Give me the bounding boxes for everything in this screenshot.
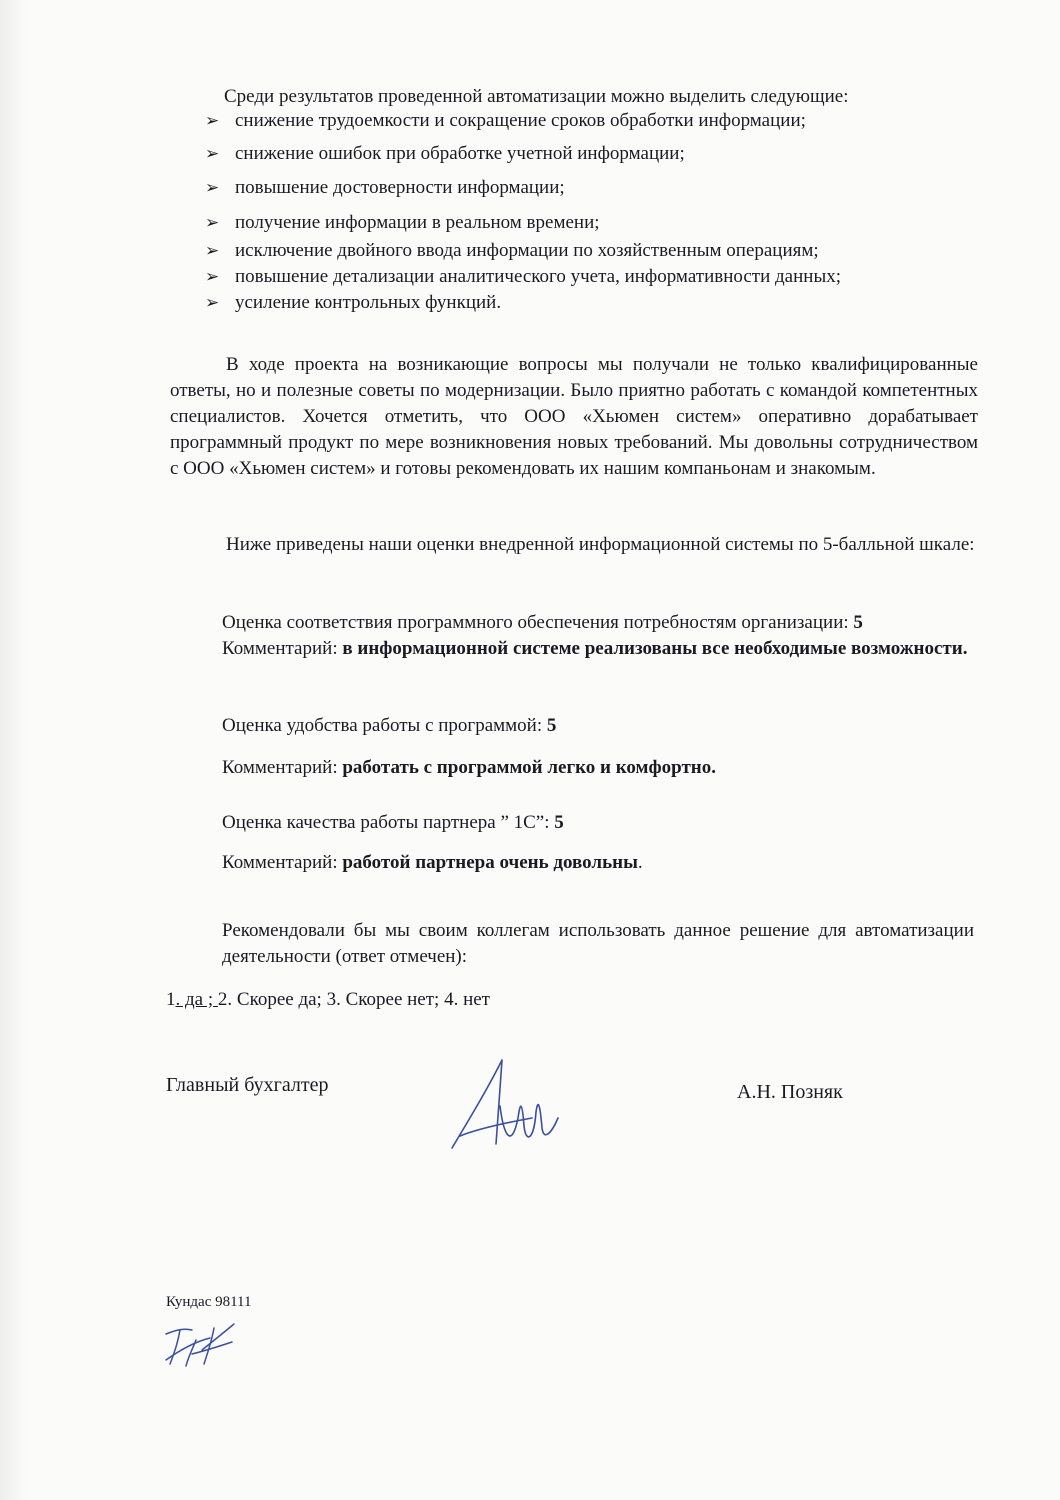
recommendation-question: Рекомендовали бы мы своим коллегам использовать данное решение для автоматизации деятельности (ответ отмечен): bbox=[222, 920, 974, 967]
rating-comment bbox=[170, 636, 978, 662]
intro-line: Среди результатов проведенной автоматизации можно выделить следующие: bbox=[224, 86, 849, 107]
rating-score: 5 bbox=[546, 715, 557, 736]
handwritten-initials-icon bbox=[162, 1320, 242, 1370]
comment-text: работать с программой легко и комфортно. bbox=[342, 757, 716, 778]
list-item-text: усиление контрольных функций. bbox=[235, 292, 502, 313]
list-item-text: получение информации в реальном времени; bbox=[235, 212, 600, 233]
rating-label: Оценка удобства работы с программой: bbox=[222, 715, 547, 736]
handwritten-signature-icon bbox=[440, 1048, 570, 1158]
rating-comment bbox=[222, 852, 643, 874]
rating-comment bbox=[222, 757, 716, 779]
arrow-bullet-icon: ➢ bbox=[205, 111, 220, 130]
arrow-bullet-icon: ➢ bbox=[205, 178, 220, 197]
list-item-text: снижение трудоемкости и сокращение сроков обработки информации; bbox=[235, 110, 806, 131]
answer-options bbox=[166, 989, 490, 1011]
list-item-text: снижение ошибок при обработке учетной информации; bbox=[235, 143, 685, 164]
answer-selected: . да ; bbox=[175, 989, 218, 1010]
rating-score: 5 bbox=[554, 812, 564, 833]
list-item bbox=[205, 110, 806, 132]
rating-label: Оценка соответствия программного обеспечения потребностям организации: bbox=[222, 612, 854, 633]
answer-others: 2. Скорее да; 3. Скорее нет; 4. нет bbox=[217, 989, 490, 1010]
scan-edge-shadow bbox=[0, 0, 28, 1500]
list-item bbox=[205, 143, 685, 165]
arrow-bullet-icon: ➢ bbox=[205, 144, 220, 163]
list-item bbox=[205, 240, 819, 262]
comment-label: Комментарий: bbox=[222, 638, 343, 659]
arrow-bullet-icon: ➢ bbox=[205, 241, 220, 260]
list-item-text: повышение детализации аналитического учета, информативности данных; bbox=[235, 266, 841, 287]
comment-text: работой партнера очень довольны bbox=[342, 852, 638, 873]
list-item-text: исключение двойного ввода информации по хозяйственным операциям; bbox=[235, 240, 819, 261]
comment-tail: . bbox=[637, 852, 643, 873]
rating-score: 5 bbox=[853, 612, 863, 633]
list-item bbox=[205, 177, 565, 199]
paragraph-ratings-intro: Ниже приведены наши оценки внедренной информационной системы по 5-балльной шкале: bbox=[226, 534, 975, 555]
footer-code: Кундас 98111 bbox=[166, 1294, 252, 1310]
signatory-name: А.Н. Позняк bbox=[737, 1081, 843, 1103]
list-item bbox=[205, 292, 501, 314]
signatory-title: Главный бухгалтер bbox=[166, 1074, 329, 1096]
answer-selected-number: 1 bbox=[166, 989, 176, 1010]
comment-label: Комментарий: bbox=[222, 757, 343, 778]
arrow-bullet-icon: ➢ bbox=[205, 267, 220, 286]
arrow-bullet-icon: ➢ bbox=[205, 293, 220, 312]
list-item bbox=[205, 266, 841, 288]
rating-line bbox=[222, 612, 863, 634]
arrow-bullet-icon: ➢ bbox=[205, 213, 220, 232]
comment-label: Комментарий: bbox=[222, 852, 343, 873]
comment-text: в информационной системе реализованы все необходимые возможности. bbox=[342, 638, 968, 659]
paragraph-feedback: В ходе проекта на возникающие вопросы мы получали не только квалифицированные ответы, но и полезные советы по модернизации. Было приятно работать с командой компетентных специалистов. Хочется отметить, что ООО «Хьюмен систем» оперативно дорабатывает программный продукт по мере возникновения новых требований. Мы довольны сотрудничеством с ООО «Хьюмен систем» и готовы рекомендовать их нашим компаньонам и знакомым. bbox=[170, 354, 978, 479]
list-item-text: повышение достоверности информации; bbox=[235, 177, 565, 198]
rating-line bbox=[222, 715, 556, 737]
rating-label: Оценка качества работы партнера ” 1С”: bbox=[222, 812, 555, 833]
rating-line bbox=[222, 812, 564, 834]
list-item bbox=[205, 212, 600, 234]
